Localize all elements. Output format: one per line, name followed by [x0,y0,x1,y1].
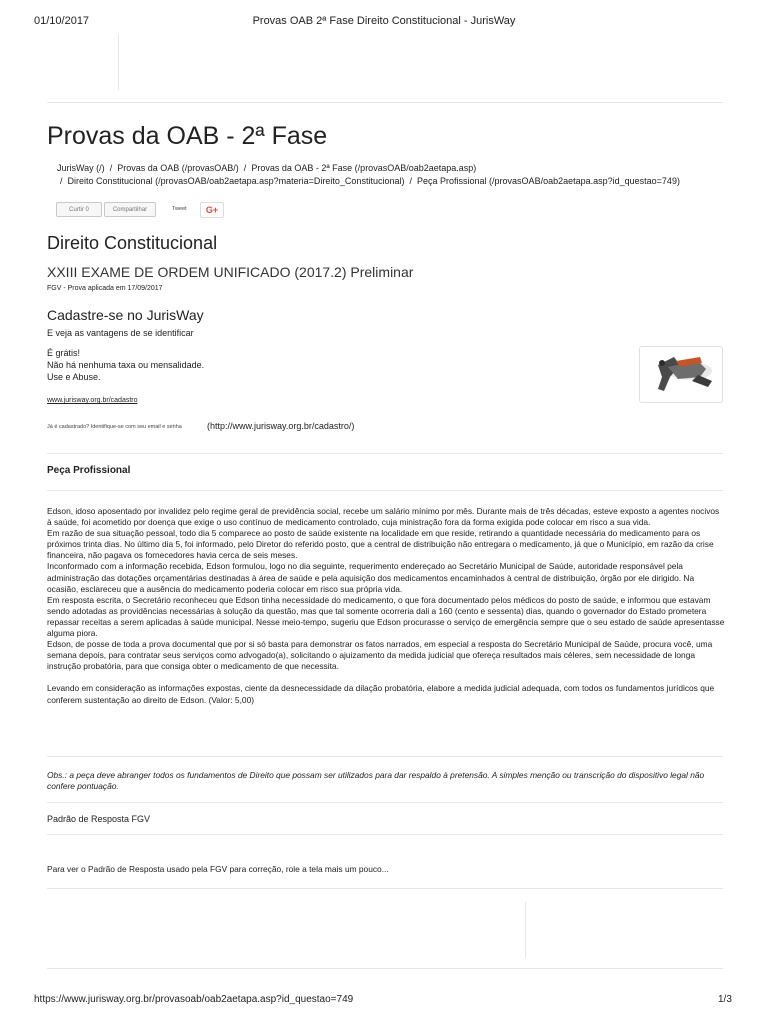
divider [47,802,723,803]
page-title: Provas da OAB - 2ª Fase [47,122,328,150]
print-title: Provas OAB 2ª Fase Direito Constitucional - JurisWay [252,15,516,27]
question-text [47,506,725,706]
question-paragraph: Edson, de posse de toda a prova documental que por si só basta para demonstrar os fatos narrados, em especial a resposta do Secretário Municipal de Saúde, procura você, uma semana depois, para contratar seus serviços como advogado(a), solicitando o ajuizamento da medida judicial que ofereça resultados mais céleres, sem necessidade de longa instrução probatória, para que consiga obter o medicamento de que necessita. [47,639,713,672]
signup-heading: Cadastre-se no JurisWay [47,307,204,323]
already-registered-text: Já é cadastrado? Identifique-se com seu email e senha [47,424,182,430]
breadcrumb [57,163,476,173]
signup-line: Não há nenhuma taxa ou mensalidade. [47,360,205,370]
question-paragraph: Inconformado com a informação recebida, Edson formulou, logo no dia seguinte, requerimento endereçado ao Secretário Municipal de Saúde, autoridade responsável pela administração das dotações orçamentárias destinadas à área de saúde e pela aquisição dos medicamentos encaminhados à central de distribuição, órgão por ele dirigido. Na ocasião, esclareceu que a ausência do medicamento poderia colocar em risco sua própria vida. [47,561,695,594]
answer-hint: Para ver o Padrão de Resposta usado pela FGV para correção, role a tela mais um pouco... [47,864,389,874]
breadcrumb-separator: / [243,163,247,173]
signup-link[interactable]: www.jurisway.org.br/cadastro [47,397,138,404]
obs-note: Obs.: a peça deve abranger todos os fundamentos de Direito que possam ser utilizados para dar respaldo à pretensão. A simples menção ou transcrição do dispositivo legal não confere pontuação. [47,770,705,791]
breadcrumb-separator: / [109,163,113,173]
question-prompt: Levando em consideração as informações expostas, ciente da desnecessidade da dilação probatória, elabore a medida judicial adequada, com todos os fundamentos jurídicos que conferem sustentação ao direito de Edson. (Valor: 5,00) [47,683,715,705]
breadcrumb-direito-constitucional[interactable]: Direito Constitucional (/provasOAB/oab2aetapa.asp?materia=Direito_Constitucional) [67,176,405,186]
already-registered-link[interactable]: (http://www.jurisway.org.br/cadastro/) [207,421,355,431]
divider [118,34,119,90]
exam-meta: FGV - Prova aplicada em 17/09/2017 [47,285,163,292]
question-paragraph: Em razão de sua situação pessoal, todo dia 5 comparece ao posto de saúde existente na localidade em que reside, retirando a quantidade necessária do medicamento para os próximos trinta dias. No último dia 5, foi informado, pelo Diretor do referido posto, que a central de distribuição não entregara o medicamento, já que o Município, em razão da crise financeira, não pagava os fornecedores havia cerca de seis meses. [47,528,714,561]
divider [47,453,723,454]
section-title: Peça Profissional [47,465,131,476]
divider [47,102,723,103]
tweet-button[interactable]: Tweet [172,206,187,212]
print-page-number: 1/3 [718,994,732,1005]
breadcrumb-peca-profissional[interactable]: Peça Profissional (/provasOAB/oab2aetapa.asp?id_questao=749) [417,176,680,186]
breadcrumb-segunda-fase[interactable]: Provas da OAB - 2ª Fase (/provasOAB/oab2aetapa.asp) [251,163,477,173]
like-button[interactable]: Curtir 0 [56,202,102,217]
signup-line: É grátis! [47,348,81,358]
breadcrumb-line-2 [60,176,680,186]
mascot-illustration [640,347,722,402]
divider [47,490,723,491]
divider [47,888,723,889]
gplus-button[interactable]: G+ [200,202,224,218]
mascot-image [639,346,723,403]
breadcrumb-home[interactable]: JurisWay (/) [57,163,105,173]
divider [525,902,526,958]
divider [47,834,723,835]
question-paragraph: Edson, idoso aposentado por invalidez pelo regime geral de previdência social, recebe um salário mínimo por mês. Durante mais de três décadas, esteve exposto a agentes nocivos à saúde, foi acometido por doença que exige o uso contínuo de medicamento controlado, cuja ministração fora da forma exigida pode colocar em risco a sua vida. [47,506,720,528]
print-date: 01/10/2017 [34,15,90,27]
signup-subheading: E veja as vantagens de se identificar [47,328,194,338]
breadcrumb-separator: / [409,176,412,186]
question-paragraph: Em resposta escrita, o Secretário reconheceu que Edson tinha necessidade do medicamento, o que fora documentado pelos médicos do posto de saúde, e informou que estavam sendo adotadas as providências necessárias à solução da questão, mas que tal somente ocorreria dali a 160 (cento e sessenta) dias, quando o governador do Estado prometera repassar receitas a serem aplicadas à saúde municipal. Nesse meio-tempo, sugeriu que Edson procurasse o serviço de emergência sempre que o seu estado de saúde apresentasse alguma piora. [47,594,725,639]
signup-line: Use e Abuse. [47,372,101,382]
breadcrumb-provas[interactable]: Provas da OAB (/provasOAB/) [117,163,239,173]
exam-title: XXIII EXAME DE ORDEM UNIFICADO (2017.2) Preliminar [47,264,414,280]
answer-section-title: Padrão de Resposta FGV [47,814,151,824]
subject-heading: Direito Constitucional [47,233,218,253]
divider [47,756,723,757]
share-button[interactable]: Compartilhar [104,202,156,217]
print-url: https://www.jurisway.org.br/provasoab/oab2aetapa.asp?id_questao=749 [34,994,354,1005]
breadcrumb-separator: / [60,176,63,186]
divider [47,968,723,969]
